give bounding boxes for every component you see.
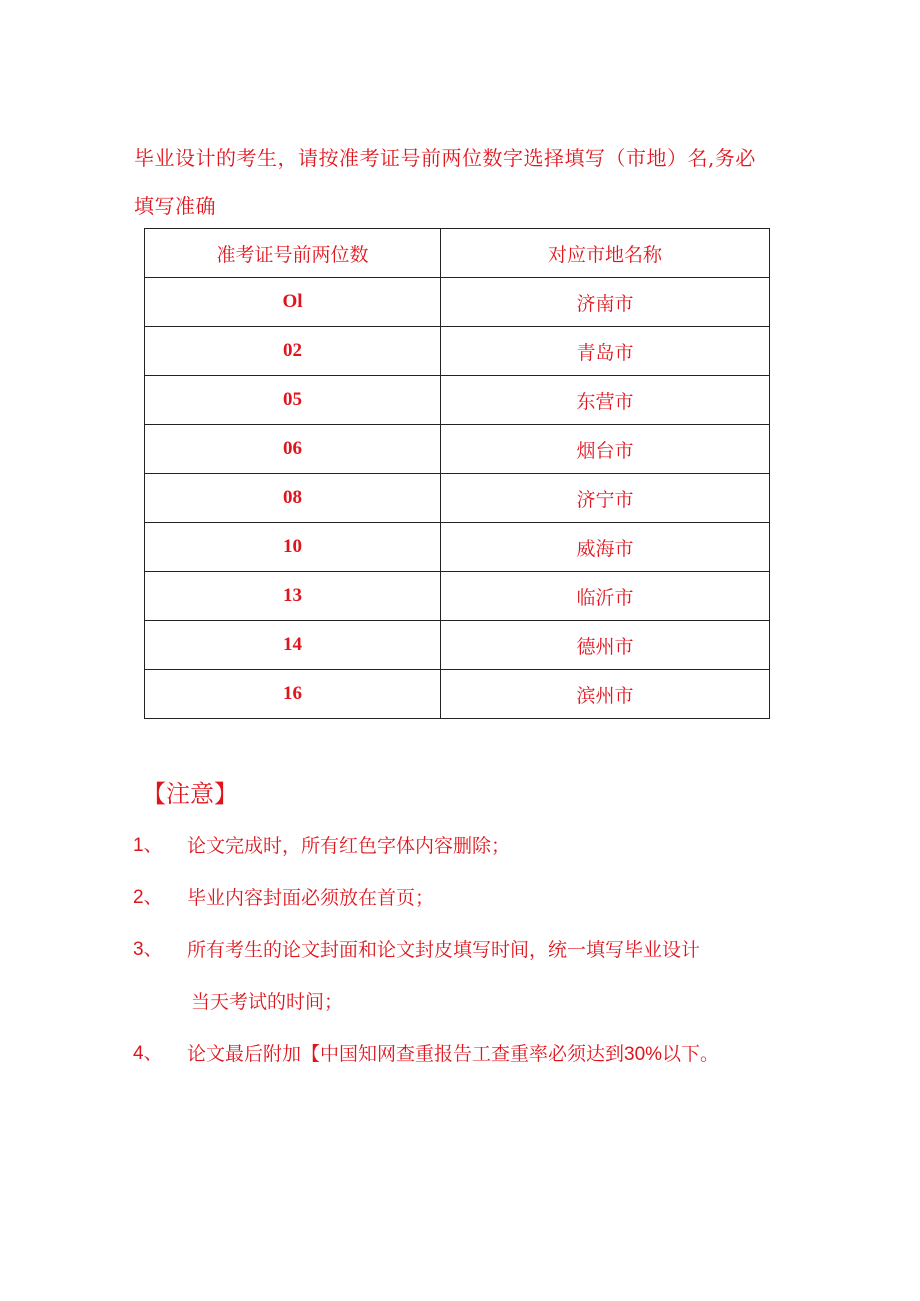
- item-text-continuation: 当天考试的时间；: [191, 991, 344, 1013]
- item-text-end: 以下。: [662, 1043, 720, 1065]
- city-cell: 德州市: [441, 621, 770, 670]
- code-cell: 05: [145, 376, 441, 425]
- city-cell: 滨州市: [441, 670, 770, 719]
- list-item: [133, 1028, 833, 1081]
- table-row: [145, 425, 770, 474]
- list-item: [133, 820, 833, 872]
- item-number: 2、: [133, 887, 163, 908]
- table-row: [145, 327, 770, 376]
- notice-title: 【注意】: [142, 780, 238, 808]
- table-row: [145, 376, 770, 425]
- notice-list: [133, 820, 833, 1081]
- item-text: 所有考生的论文封面和论文封皮填写时间，统一填写毕业设计: [187, 939, 701, 961]
- table-row: [145, 523, 770, 572]
- city-cell: 东营市: [441, 376, 770, 425]
- item-text: 论文完成时，所有红色字体内容删除；: [187, 835, 511, 857]
- code-cell: 10: [145, 523, 441, 572]
- intro-paragraph: [134, 134, 804, 230]
- intro-line-1: 毕业设计的考生，请按准考证号前两位数字选择填写（市地）名,务必: [134, 146, 756, 170]
- item-text: 毕业内容封面必须放在首页；: [187, 887, 435, 909]
- code-cell: 14: [145, 621, 441, 670]
- table-row: [145, 670, 770, 719]
- item-text-block: [187, 924, 833, 1028]
- header-city: 对应市地名称: [441, 229, 770, 278]
- code-cell: 02: [145, 327, 441, 376]
- table-row: [145, 572, 770, 621]
- item-number: 4、: [133, 1043, 163, 1064]
- code-cell: 16: [145, 670, 441, 719]
- code-cell: 06: [145, 425, 441, 474]
- table-header-row: [145, 229, 770, 278]
- city-cell: 济宁市: [441, 474, 770, 523]
- table-row: [145, 621, 770, 670]
- city-cell: 威海市: [441, 523, 770, 572]
- item-text: 论文最后附加【中国知网查重报告工查重率必须达到: [187, 1043, 625, 1065]
- city-cell: 济南市: [441, 278, 770, 327]
- table-row: [145, 474, 770, 523]
- city-cell: 烟台市: [441, 425, 770, 474]
- city-cell: 临沂市: [441, 572, 770, 621]
- header-code: 准考证号前两位数: [145, 229, 441, 278]
- list-item: [133, 872, 833, 924]
- item-number: 3、: [133, 939, 163, 960]
- code-cell: 13: [145, 572, 441, 621]
- code-cell: Ol: [145, 278, 441, 327]
- item-text-block: [187, 1028, 833, 1081]
- code-city-table: [144, 228, 770, 719]
- intro-line-2: 填写准确: [134, 194, 216, 218]
- city-cell: 青岛市: [441, 327, 770, 376]
- item-text-percent: 30%: [624, 1044, 663, 1065]
- table-row: [145, 278, 770, 327]
- item-number: 1、: [133, 835, 163, 856]
- list-item: [133, 924, 833, 1028]
- code-cell: 08: [145, 474, 441, 523]
